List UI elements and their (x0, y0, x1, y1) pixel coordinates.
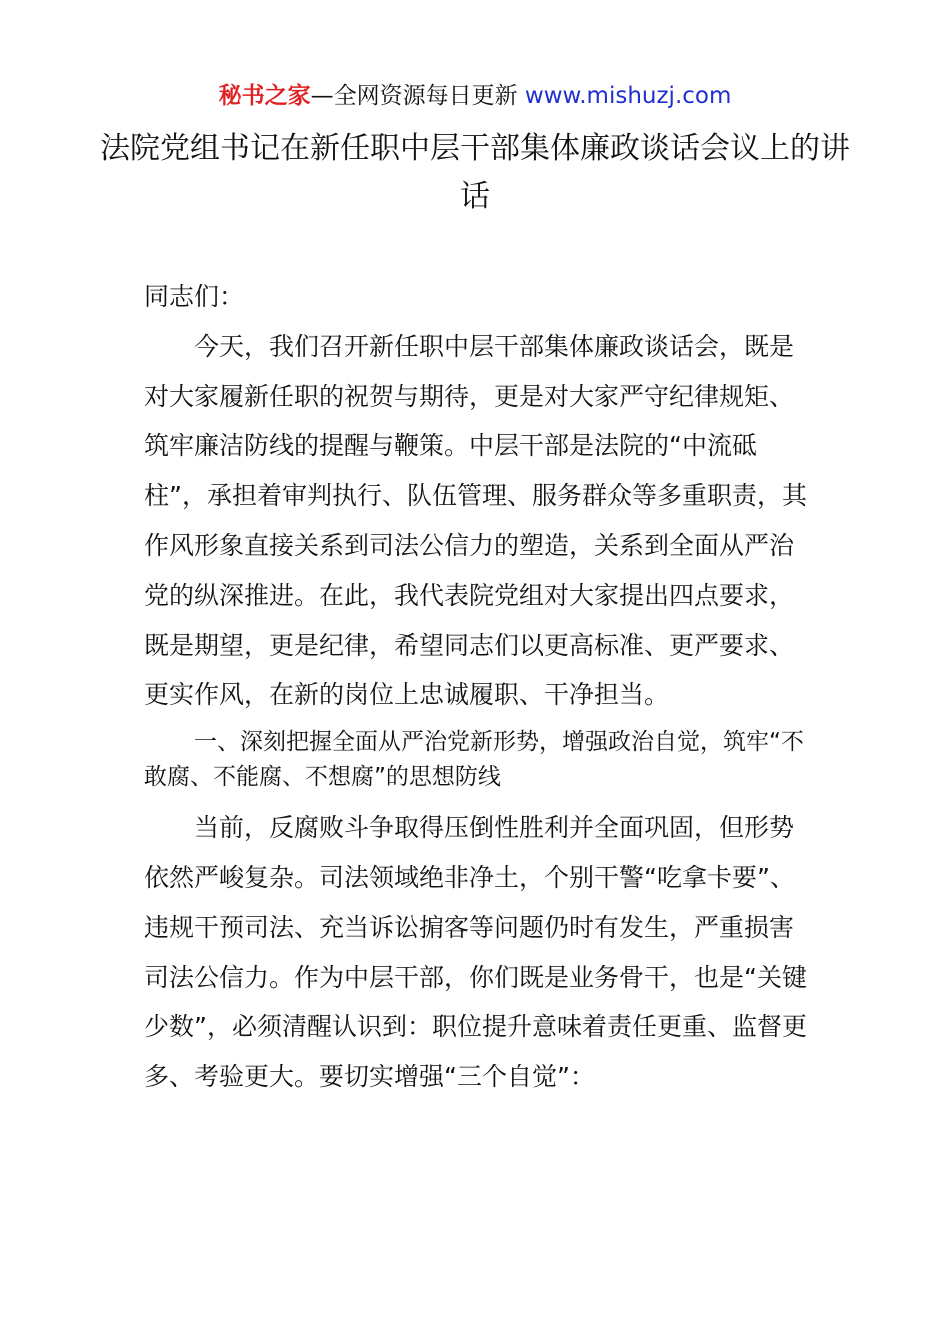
site-tagline: —全网资源每日更新 (310, 83, 518, 109)
section-heading-1: 一、深刻把握全面从严治党新形势，增强政治自觉，筑牢“不敢腐、不能腐、不想腐”的思想防线 (144, 729, 804, 791)
site-header (0, 80, 950, 112)
salutation: 同志们： (144, 282, 245, 311)
site-url-link[interactable]: www.mishuzj.com (524, 83, 732, 109)
paragraph-situation: 当前，反腐败斗争取得压倒性胜利并全面巩固，但形势依然严峻复杂。司法领域绝非净土，个别干警“吃拿卡要”、违规干预司法、充当诉讼掮客等问题仍时有发生，严重损害司法公信力。作为中层干部，你们既是业务骨干，也是“关键少数”，必须清醒认识到：职位提升意味着责任更重、监督更多、考验更大。要切实增强“三个自觉”： (144, 813, 807, 1092)
site-brand: 秘书之家 (218, 83, 311, 109)
document-body (144, 272, 808, 1102)
paragraph-intro: 今天，我们召开新任职中层干部集体廉政谈话会，既是对大家履新任职的祝贺与期待，更是对大家严守纪律规矩、筑牢廉洁防线的提醒与鞭策。中层干部是法院的“中流砥柱”，承担着审判执行、队伍管理、服务群众等多重职责，其作风形象直接关系到司法公信力的塑造，关系到全面从严治党的纵深推进。在此，我代表院党组对大家提出四点要求，既是期望，更是纪律，希望同志们以更高标准、更严要求、更实作风，在新的岗位上忠诚履职、干净担当。 (144, 331, 807, 710)
document-title: 法院党组书记在新任职中层干部集体廉政谈话会议上的讲话 (100, 131, 850, 214)
